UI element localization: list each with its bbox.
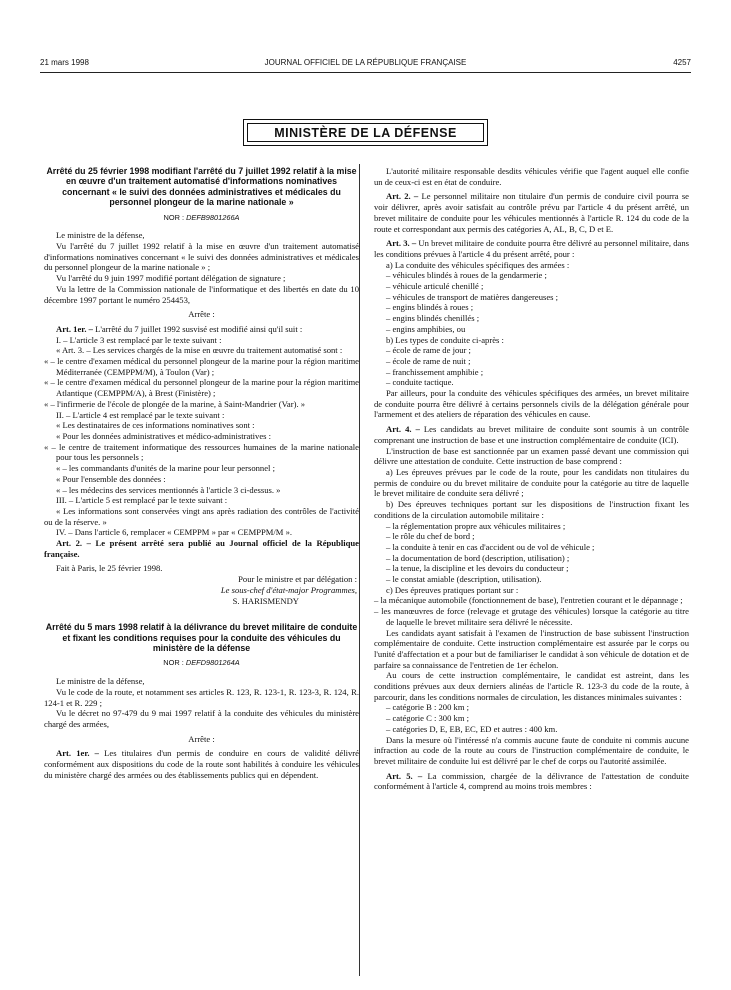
list-intro: a) La conduite des véhicules spécifiques des armées :	[386, 259, 570, 270]
list-item: – la conduite à tenir en cas d'accident ou de vol de véhicule ;	[386, 541, 595, 552]
header-page-number: 4257	[673, 58, 691, 67]
list-item: – engins blindés chenillés ;	[386, 313, 480, 324]
right-para: Par ailleurs, pour la conduite des véhicules spécifiques des armées, un brevet militaire de conduite pourra être délivré à certains personnels civils de la délégation générale pour l'armement et des ateliers de réparation des véhicules en cause.	[374, 388, 689, 420]
list-item: – conduite tactique.	[386, 377, 454, 388]
left-column	[44, 166, 359, 780]
decree1-nor: NOR : DEFB9801266A	[163, 212, 240, 222]
list-item: – véhicules blindés à roues de la gendarmerie ;	[386, 270, 547, 281]
list-item: – la mécanique automobile (fonctionnement de base), l'entretien courant et le dépannage ;	[374, 595, 683, 606]
decree1-para: Vu l'arrêté du 7 juillet 1992 relatif à la mise en œuvre d'un traitement automatisé d'informations nominatives concernant « le suivi des données administratives et médicales du personnel plongeur de la marine nationale » ;	[44, 241, 359, 273]
right-para: L'instruction de base est sanctionnée par un examen passé devant une commission qui délivre une attestation de conduite. Cette instruction de base comprend :	[374, 445, 689, 467]
decree2-art1: Art. 1er. – Les titulaires d'un permis de conduire en cours de validité délivré conformément aux dispositions du code de la route sont habilités à conduire les véhicules du ministère chargé des armées ou des établissements publics qui en dépendent.	[44, 748, 359, 780]
list-item: – la tenue, la discipline et les devoirs du conducteur ;	[386, 563, 569, 574]
decree1-done: Fait à Paris, le 25 février 1998.	[56, 563, 163, 574]
list-item: – véhicule articulé chenillé ;	[386, 281, 484, 292]
decree1-item: « – les commandants d'unités de la marine pour leur personnel ;	[56, 463, 275, 474]
decree1-item: « – le centre d'examen médical du personnel plongeur de la marine pour la région maritime Atlantique (CEMPPM/A), à Brest (Finistère) ;	[44, 377, 359, 399]
decree1-item: « – l'infirmerie de l'école de plongée de la marine, à Saint-Mandrier (Var). »	[44, 398, 306, 409]
list-intro: b) Les types de conduite ci-après :	[386, 334, 504, 345]
right-para: Dans la mesure où l'intéressé n'a commis aucune faute de conduite ni commis aucune infraction au code de la route au cours de l'instruction complémentaire de conduite, le brevet militaire de conduite lui est délivré par le chef de corps ou l'autorité assimilée.	[374, 734, 689, 766]
ministry-box	[243, 119, 488, 146]
list-item: – catégorie C : 300 km ;	[386, 713, 470, 724]
decree2-arrete: Arrête :	[188, 733, 215, 744]
list-item: – catégories D, E, EB, EC, ED et autres : 400 km.	[386, 723, 558, 734]
right-para: Les candidats ayant satisfait à l'examen de l'instruction de base subissent l'instruction complémentaire de conduite. Cette instruction complémentaire est assurée par le corps ou l'unité d'affectation et a pour but de familiariser le candidat à son véhicule de dotation et de parfaire sa connaissance de l'entretien de 1er échelon.	[374, 627, 689, 670]
decree1-nor-code: DEFB9801266A	[186, 212, 240, 222]
header-rule	[40, 72, 691, 73]
decree1-para: Vu l'arrêté du 9 juin 1997 modifié portant délégation de signature ;	[56, 273, 286, 284]
decree1-item: IV. – Dans l'article 6, remplacer « CEMPPM » par « CEMPPM/M ».	[56, 527, 293, 538]
list-item: – école de rame de nuit ;	[386, 355, 471, 366]
decree1-art2: Art. 2. – Le présent arrêté sera publié au Journal officiel de la République française.	[44, 538, 359, 559]
decree2-para: Le ministre de la défense,	[56, 676, 145, 687]
list-item: – véhicules de transport de matières dangereuses ;	[386, 291, 559, 302]
decree1-item: II. – L'article 4 est remplacé par le texte suivant :	[56, 409, 225, 420]
decree1-para: Le ministre de la défense,	[56, 230, 145, 241]
decree2-para: Vu le décret no 97-479 du 9 mai 1997 relatif à la conduite des véhicules du ministère chargé des armées,	[44, 708, 359, 729]
article-2: Art. 2. – Le personnel militaire non titulaire d'un permis de conduire civil pourra se voir délivrer, après avoir satisfait au contrôle prévu par l'article 4 du présent arrêté, un brevet militaire de conduite pour les véhicules mentionnés à l'article R. 124 du code de la route et correspondant aux permis des catégories A, AL, B, C, D et E.	[374, 191, 689, 234]
decree1-item: « – le centre de traitement informatique des ressources humaines de la marine nationale pour tous les personnels ;	[44, 441, 359, 463]
decree1-art1: Art. 1er. – L'arrêté du 7 juillet 1992 susvisé est modifié ainsi qu'il suit :	[56, 323, 303, 334]
decree1-item: « Les destinataires de ces informations nominatives sont :	[56, 420, 255, 431]
decree2-para: Vu le code de la route, et notamment ses articles R. 123, R. 123-1, R. 123-3, R. 124, R. 124-1 et R. 229 ;	[44, 686, 359, 708]
list-item: – catégorie B : 200 km ;	[386, 702, 470, 713]
list-item: – le rôle du chef de bord ;	[386, 531, 475, 542]
decree1-item: « Pour l'ensemble des données :	[56, 473, 166, 484]
decree1-item: « Art. 3. – Les services chargés de la mise en œuvre du traitement automatisé sont :	[56, 345, 343, 356]
decree1-item: « Pour les données administratives et médico-administratives :	[56, 430, 272, 441]
decree1-item: I. – L'article 3 est remplacé par le texte suivant :	[56, 334, 222, 345]
header-journal-title: JOURNAL OFFICIEL DE LA RÉPUBLIQUE FRANÇAISE	[264, 58, 467, 67]
article-4: Art. 4. – Les candidats au brevet militaire de conduite sont soumis à un contrôle comprenant une instruction de base et une instruction complémentaire de conduite (ICI).	[374, 424, 689, 445]
header-date: 21 mars 1998	[40, 58, 89, 67]
right-para: L'autorité militaire responsable desdits véhicules vérifie que l'agent auquel elle confie un de ceux-ci est en état de conduire.	[374, 166, 689, 187]
decree1-arrete: Arrête :	[188, 309, 215, 320]
list-item: – les manœuvres de force (relevage et grutage des véhicules) lorsque la catégorie au titre de laquelle le brevet militaire sera délivré le nécessite.	[374, 606, 689, 627]
right-para: a) Les épreuves prévues par le code de la route, pour les candidats non titulaires du permis de conduire ou du brevet militaire de conduite pour la catégorie au titre de laquelle le brevet militaire de conduite sera délivré ;	[374, 466, 689, 499]
list-item: – la documentation de bord (description, utilisation) ;	[386, 552, 570, 563]
decree1-para: Vu la lettre de la Commission nationale de l'informatique et des libertés en date du 10 décembre 1997 portant le numéro 254453,	[44, 283, 359, 305]
ministry-title: MINISTÈRE DE LA DÉFENSE	[247, 123, 484, 142]
signature-title: Le sous-chef d'état-major Programmes,	[220, 584, 357, 595]
article-5: Art. 5. – La commission, chargée de la délivrance de l'attestation de conduite conformément à l'article 4, comprend au moins trois membres :	[374, 770, 689, 792]
list-intro: c) Des épreuves pratiques portant sur :	[386, 584, 519, 595]
list-item: – la réglementation propre aux véhicules militaires ;	[386, 520, 566, 531]
list-item: – engins blindés à roues ;	[386, 302, 474, 313]
decree2-nor-code: DEFD9801264A	[185, 658, 240, 668]
list-item: – engins amphibies, ou	[386, 323, 466, 334]
decree1-title: Arrêté du 25 février 1998 modifiant l'arrêté du 7 juillet 1992 relatif à la mise en œuvre d'un traitement automatisé d'informations nominatives concernant « le suivi des données administratives et médicales du personnel plongeur de la marine nationale »	[46, 166, 357, 208]
page-header	[40, 58, 691, 70]
list-item: – école de rame de jour ;	[386, 345, 471, 356]
decree1-item: III. – L'article 5 est remplacé par le texte suivant :	[56, 495, 228, 506]
right-para: b) Des épreuves techniques portant sur les dispositions de l'instruction fixant les conditions de la circulation automobile militaire :	[374, 499, 689, 520]
decree2-nor: NOR : DEFD9801264A	[163, 658, 240, 668]
decree1-item: « Les informations sont conservées vingt ans après radiation des contrôles de l'activité ou de la réserve. »	[44, 505, 359, 527]
decree1-item: « – les médecins des services mentionnés à l'article 3 ci-dessus. »	[56, 484, 281, 495]
decree1-item: « – le centre d'examen médical du personnel plongeur de la marine pour la région maritime Méditerranée (CEMPPM/M), à Toulon (Var) ;	[44, 356, 359, 377]
column-divider	[359, 164, 360, 976]
right-column	[374, 166, 689, 792]
signature-name: S. HARISMENDY	[232, 595, 299, 606]
signature-line: Pour le ministre et par délégation :	[238, 574, 357, 585]
list-item: – le constat amiable (description, utilisation).	[386, 574, 542, 585]
article-3: Art. 3. – Un brevet militaire de conduite pourra être délivré au personnel militaire, dans les conditions prévues à l'article 4 du présent arrêté, pour :	[374, 238, 689, 259]
decree2-title: Arrêté du 5 mars 1998 relatif à la délivrance du brevet militaire de conduite et fixant les conditions requises pour la conduite des véhicules du ministère de la défense	[45, 622, 358, 654]
right-para: Au cours de cette instruction complémentaire, le candidat est astreint, dans les conditions prévues aux deux derniers alinéas de l'article R. 123-3 du code de la route, à parcourir, dans les conditions normales de circulation, les distances minimales suivantes :	[374, 670, 689, 702]
list-item: – franchissement amphibie ;	[386, 366, 484, 377]
